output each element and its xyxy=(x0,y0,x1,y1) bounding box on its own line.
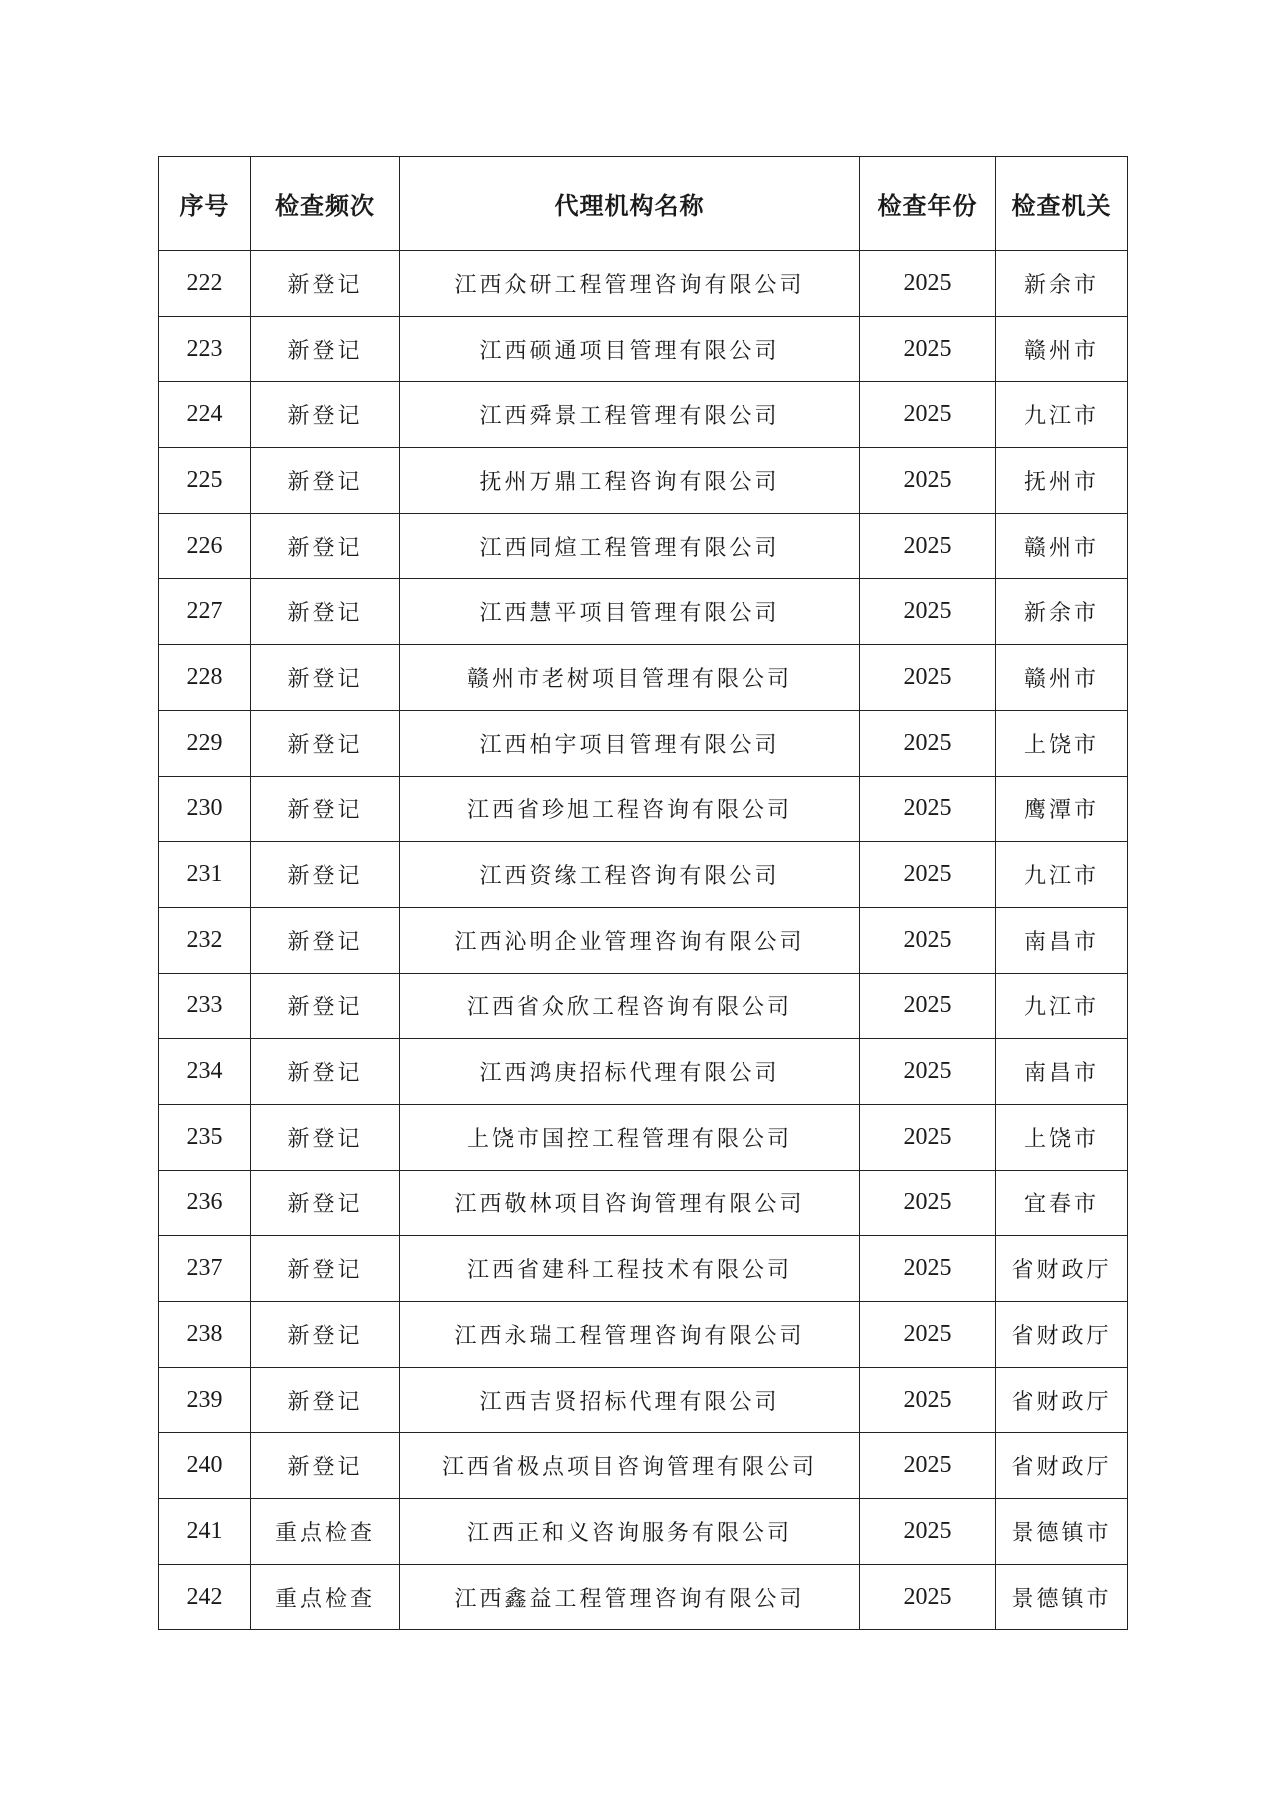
serial-number-cell: 223 xyxy=(159,316,251,382)
agency-name-cell: 江西硕通项目管理有限公司 xyxy=(400,316,860,382)
serial-number-cell: 222 xyxy=(159,251,251,317)
agency-name-cell: 江西省极点项目咨询管理有限公司 xyxy=(400,1433,860,1499)
inspection-authority-cell: 新余市 xyxy=(996,579,1128,645)
inspection-frequency-cell: 新登记 xyxy=(251,842,400,908)
agency-name-cell: 江西慧平项目管理有限公司 xyxy=(400,579,860,645)
inspection-authority-cell: 九江市 xyxy=(996,382,1128,448)
table-row xyxy=(159,448,1128,514)
inspection-authority-cell: 省财政厅 xyxy=(996,1367,1128,1433)
header-agency-name: 代理机构名称 xyxy=(400,157,860,251)
agency-name-cell: 江西鑫益工程管理咨询有限公司 xyxy=(400,1564,860,1630)
inspection-authority-cell: 赣州市 xyxy=(996,316,1128,382)
agency-name-cell: 江西众研工程管理咨询有限公司 xyxy=(400,251,860,317)
table-row xyxy=(159,842,1128,908)
agency-name-cell: 上饶市国控工程管理有限公司 xyxy=(400,1104,860,1170)
serial-number-cell: 234 xyxy=(159,1039,251,1105)
inspection-authority-cell: 上饶市 xyxy=(996,710,1128,776)
inspection-year-cell: 2025 xyxy=(860,842,996,908)
inspection-frequency-cell: 新登记 xyxy=(251,448,400,514)
table-row xyxy=(159,1433,1128,1499)
inspection-year-cell: 2025 xyxy=(860,710,996,776)
inspection-authority-cell: 南昌市 xyxy=(996,907,1128,973)
serial-number-cell: 231 xyxy=(159,842,251,908)
inspection-authority-cell: 省财政厅 xyxy=(996,1302,1128,1368)
inspection-frequency-cell: 新登记 xyxy=(251,513,400,579)
agency-name-cell: 江西同煊工程管理有限公司 xyxy=(400,513,860,579)
inspection-year-cell: 2025 xyxy=(860,316,996,382)
inspection-frequency-cell: 新登记 xyxy=(251,776,400,842)
agency-name-cell: 江西舜景工程管理有限公司 xyxy=(400,382,860,448)
serial-number-cell: 229 xyxy=(159,710,251,776)
inspection-authority-cell: 抚州市 xyxy=(996,448,1128,514)
serial-number-cell: 228 xyxy=(159,645,251,711)
serial-number-cell: 226 xyxy=(159,513,251,579)
inspection-frequency-cell: 新登记 xyxy=(251,251,400,317)
table-row xyxy=(159,316,1128,382)
inspection-year-cell: 2025 xyxy=(860,1302,996,1368)
inspection-year-cell: 2025 xyxy=(860,1367,996,1433)
agency-name-cell: 江西省建科工程技术有限公司 xyxy=(400,1236,860,1302)
inspection-frequency-cell: 新登记 xyxy=(251,1302,400,1368)
agency-name-cell: 江西鸿庚招标代理有限公司 xyxy=(400,1039,860,1105)
serial-number-cell: 239 xyxy=(159,1367,251,1433)
serial-number-cell: 236 xyxy=(159,1170,251,1236)
table-row xyxy=(159,513,1128,579)
agency-name-cell: 江西敬林项目咨询管理有限公司 xyxy=(400,1170,860,1236)
inspection-authority-cell: 景德镇市 xyxy=(996,1499,1128,1565)
inspection-frequency-cell: 新登记 xyxy=(251,382,400,448)
inspection-frequency-cell: 重点检查 xyxy=(251,1499,400,1565)
inspection-year-cell: 2025 xyxy=(860,251,996,317)
inspection-frequency-cell: 新登记 xyxy=(251,579,400,645)
serial-number-cell: 241 xyxy=(159,1499,251,1565)
inspection-year-cell: 2025 xyxy=(860,645,996,711)
inspection-year-cell: 2025 xyxy=(860,1104,996,1170)
serial-number-cell: 225 xyxy=(159,448,251,514)
table-row xyxy=(159,1499,1128,1565)
inspection-frequency-cell: 新登记 xyxy=(251,1170,400,1236)
inspection-year-cell: 2025 xyxy=(860,1433,996,1499)
inspection-authority-cell: 新余市 xyxy=(996,251,1128,317)
serial-number-cell: 235 xyxy=(159,1104,251,1170)
inspection-authority-cell: 省财政厅 xyxy=(996,1236,1128,1302)
inspection-year-cell: 2025 xyxy=(860,1564,996,1630)
inspection-authority-cell: 赣州市 xyxy=(996,513,1128,579)
inspection-frequency-cell: 新登记 xyxy=(251,316,400,382)
inspection-frequency-cell: 重点检查 xyxy=(251,1564,400,1630)
table-row xyxy=(159,579,1128,645)
inspection-year-cell: 2025 xyxy=(860,382,996,448)
agency-name-cell: 赣州市老树项目管理有限公司 xyxy=(400,645,860,711)
inspection-authority-cell: 省财政厅 xyxy=(996,1433,1128,1499)
header-inspection-year: 检查年份 xyxy=(860,157,996,251)
agency-name-cell: 江西资缘工程咨询有限公司 xyxy=(400,842,860,908)
table-row xyxy=(159,1236,1128,1302)
table-row xyxy=(159,1039,1128,1105)
inspection-authority-cell: 南昌市 xyxy=(996,1039,1128,1105)
inspection-year-cell: 2025 xyxy=(860,448,996,514)
serial-number-cell: 232 xyxy=(159,907,251,973)
inspection-authority-cell: 九江市 xyxy=(996,973,1128,1039)
serial-number-cell: 237 xyxy=(159,1236,251,1302)
table-row xyxy=(159,1170,1128,1236)
inspection-year-cell: 2025 xyxy=(860,1236,996,1302)
table-row xyxy=(159,645,1128,711)
agency-name-cell: 江西省众欣工程咨询有限公司 xyxy=(400,973,860,1039)
inspection-frequency-cell: 新登记 xyxy=(251,1367,400,1433)
inspection-frequency-cell: 新登记 xyxy=(251,1236,400,1302)
inspection-authority-cell: 景德镇市 xyxy=(996,1564,1128,1630)
inspection-frequency-cell: 新登记 xyxy=(251,907,400,973)
inspection-frequency-cell: 新登记 xyxy=(251,1104,400,1170)
inspection-frequency-cell: 新登记 xyxy=(251,973,400,1039)
agency-name-cell: 江西正和义咨询服务有限公司 xyxy=(400,1499,860,1565)
header-inspection-authority: 检查机关 xyxy=(996,157,1128,251)
inspection-year-cell: 2025 xyxy=(860,1499,996,1565)
serial-number-cell: 230 xyxy=(159,776,251,842)
agency-inspection-table xyxy=(158,156,1128,1630)
table-row xyxy=(159,710,1128,776)
serial-number-cell: 242 xyxy=(159,1564,251,1630)
agency-name-cell: 江西柏宇项目管理有限公司 xyxy=(400,710,860,776)
inspection-year-cell: 2025 xyxy=(860,513,996,579)
inspection-authority-cell: 上饶市 xyxy=(996,1104,1128,1170)
inspection-year-cell: 2025 xyxy=(860,1170,996,1236)
inspection-frequency-cell: 新登记 xyxy=(251,710,400,776)
serial-number-cell: 227 xyxy=(159,579,251,645)
inspection-authority-cell: 九江市 xyxy=(996,842,1128,908)
table-row xyxy=(159,907,1128,973)
agency-name-cell: 江西永瑞工程管理咨询有限公司 xyxy=(400,1302,860,1368)
table-row xyxy=(159,382,1128,448)
table-row xyxy=(159,1367,1128,1433)
inspection-year-cell: 2025 xyxy=(860,1039,996,1105)
serial-number-cell: 224 xyxy=(159,382,251,448)
inspection-frequency-cell: 新登记 xyxy=(251,1039,400,1105)
agency-name-cell: 江西吉贤招标代理有限公司 xyxy=(400,1367,860,1433)
inspection-authority-cell: 宜春市 xyxy=(996,1170,1128,1236)
table-row xyxy=(159,1302,1128,1368)
inspection-frequency-cell: 新登记 xyxy=(251,645,400,711)
inspection-year-cell: 2025 xyxy=(860,579,996,645)
inspection-year-cell: 2025 xyxy=(860,973,996,1039)
agency-name-cell: 抚州万鼎工程咨询有限公司 xyxy=(400,448,860,514)
serial-number-cell: 233 xyxy=(159,973,251,1039)
header-inspection-frequency: 检查频次 xyxy=(251,157,400,251)
table-row xyxy=(159,1104,1128,1170)
inspection-frequency-cell: 新登记 xyxy=(251,1433,400,1499)
table-header-row xyxy=(159,157,1128,251)
agency-name-cell: 江西沁明企业管理咨询有限公司 xyxy=(400,907,860,973)
inspection-authority-cell: 赣州市 xyxy=(996,645,1128,711)
table-row xyxy=(159,1564,1128,1630)
table-row xyxy=(159,251,1128,317)
serial-number-cell: 238 xyxy=(159,1302,251,1368)
table-row xyxy=(159,776,1128,842)
table-row xyxy=(159,973,1128,1039)
inspection-year-cell: 2025 xyxy=(860,776,996,842)
agency-name-cell: 江西省珍旭工程咨询有限公司 xyxy=(400,776,860,842)
inspection-authority-cell: 鹰潭市 xyxy=(996,776,1128,842)
inspection-year-cell: 2025 xyxy=(860,907,996,973)
header-serial-number: 序号 xyxy=(159,157,251,251)
serial-number-cell: 240 xyxy=(159,1433,251,1499)
